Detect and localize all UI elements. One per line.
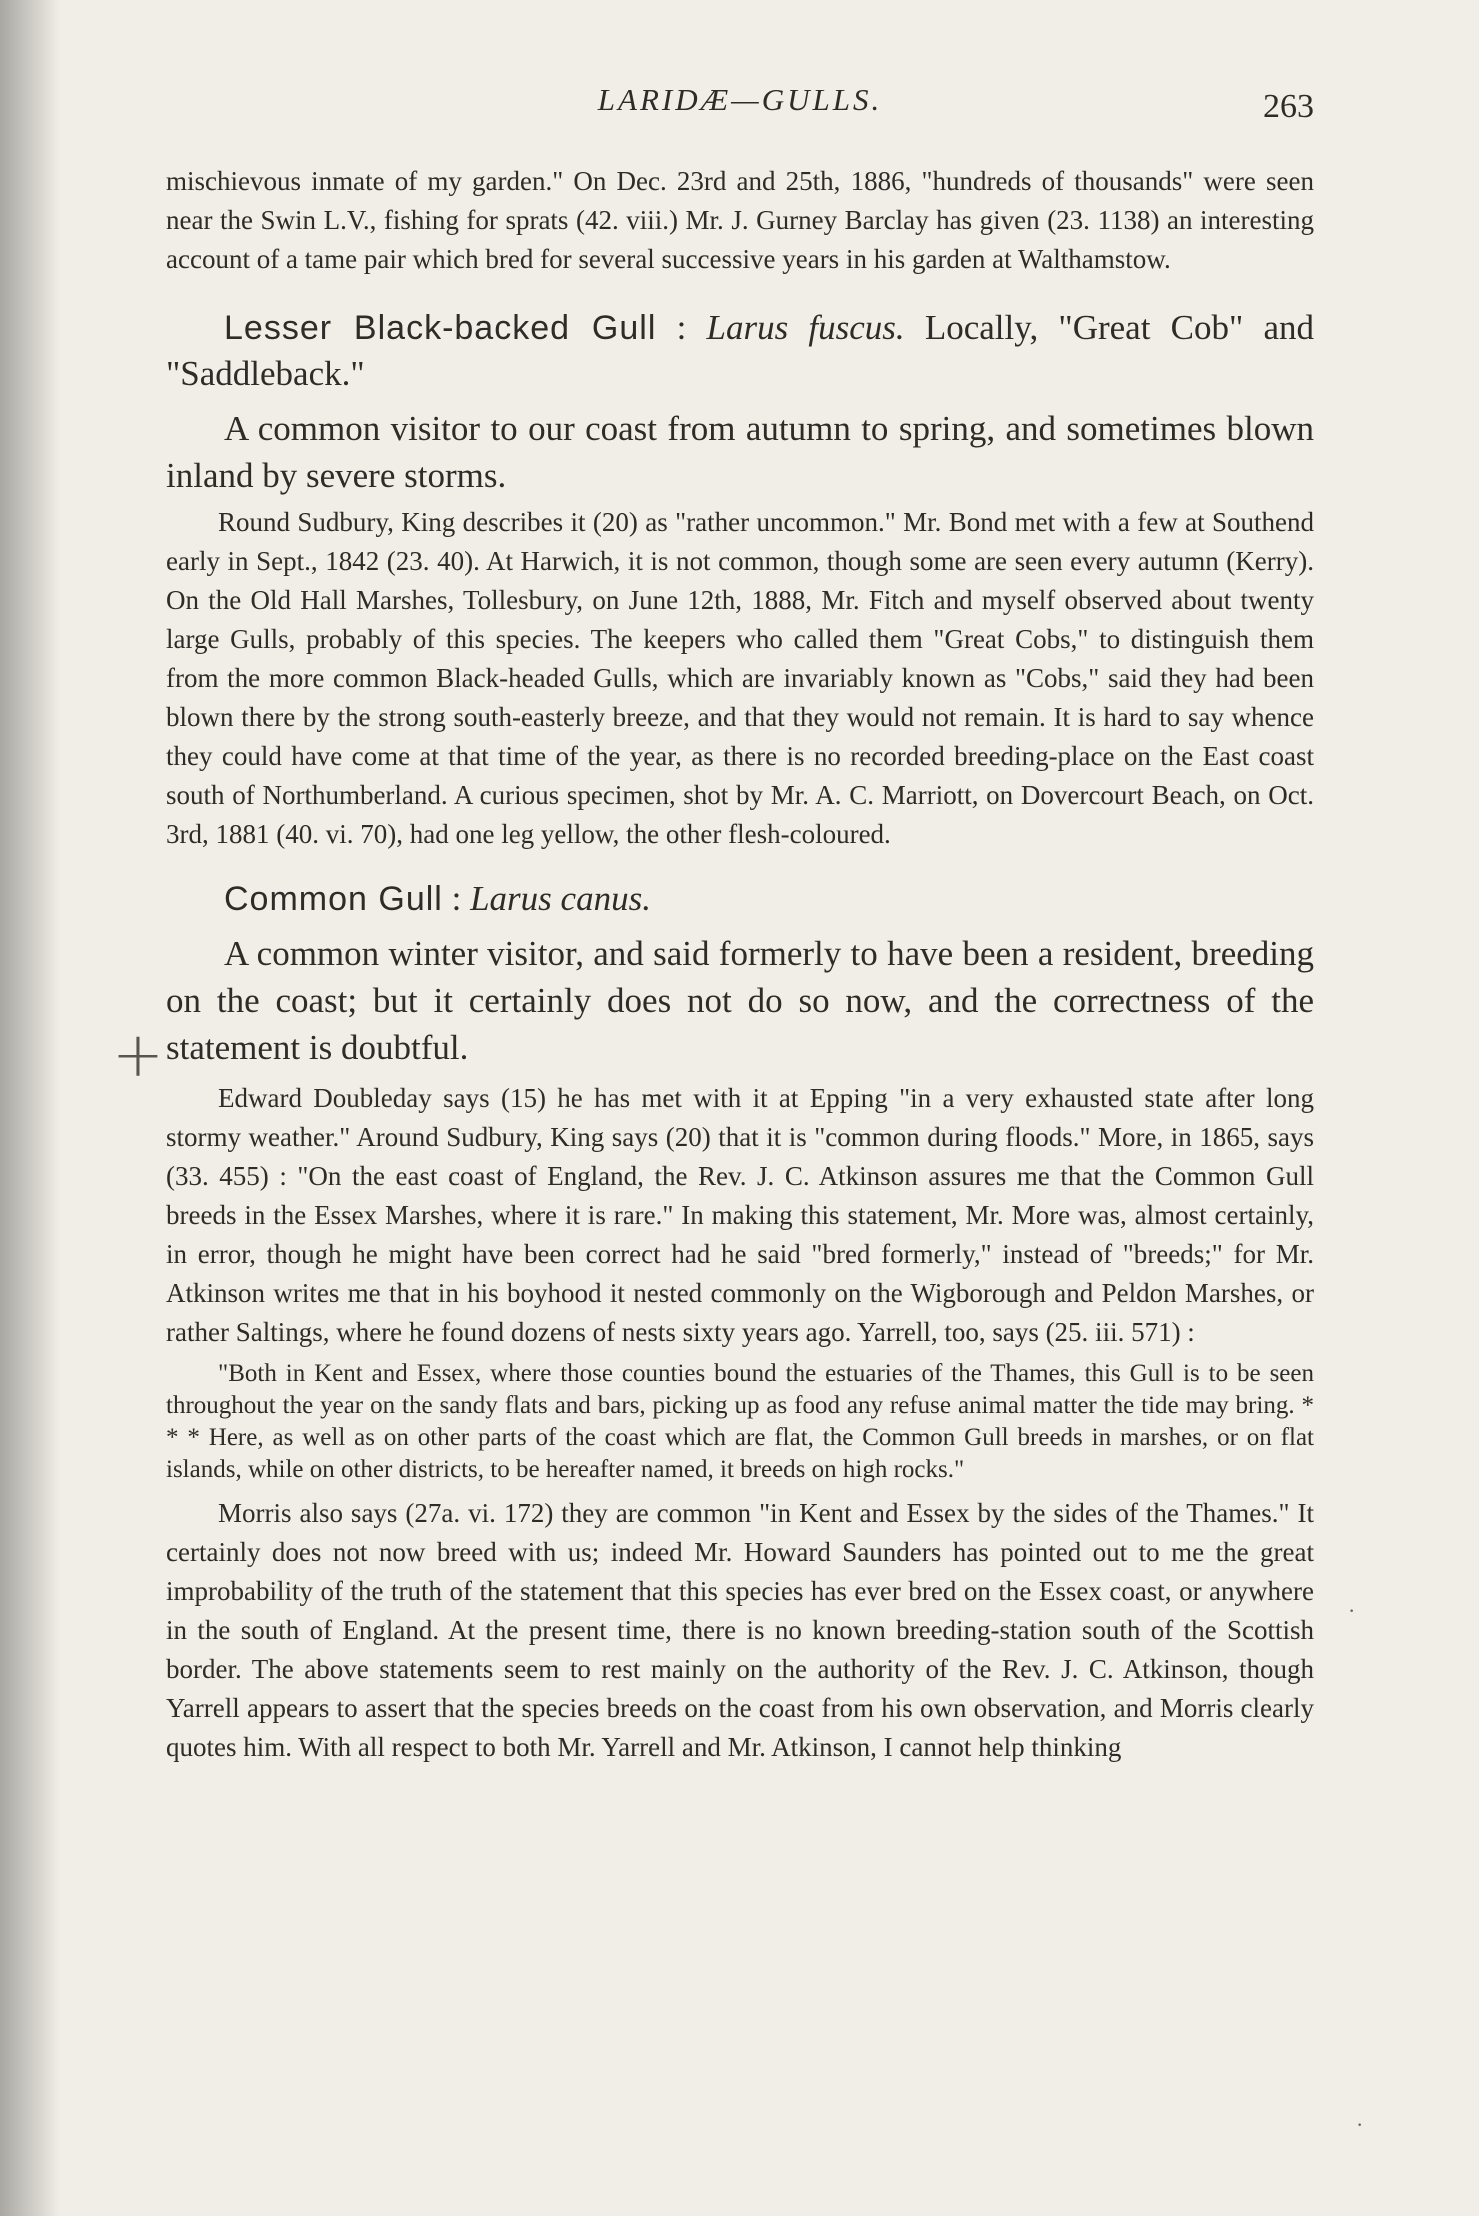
paragraph-common-body: Edward Doubleday says (15) he has met with it at Epping "in a very exhausted state after long stormy weather." Around Sudbury, King says (20) that it is "common during floods." More, in 1865, says (33. 455) : "On the east coast of England, the Rev. J. C. Atkinson assures me that the Common Gull breeds in the Essex Marshes, where it is rare." In making this statement, Mr. More was, almost certainly, in error, though he might have been correct had he said "bred formerly," instead of "breeds;" for Mr. Atkinson writes me that in his boyhood it nested commonly on the Wigborough and Peldon Marshes, or rather Saltings, where he found dozens of nests sixty years ago. Yarrell, too, says (25. iii. 571) :: [166, 1083, 1314, 1347]
margin-dot: ·: [1348, 1598, 1356, 1623]
paragraph-lesser-body: Round Sudbury, King describes it (20) as "rather uncommon." Mr. Bond met with a few at Southend early in Sept., 1842 (23. 40). At Harwich, it is not common, though some are seen every autumn (Kerry). On the Old Hall Marshes, Tollesbury, on June 12th, 1888, Mr. Fitch and myself observed about twenty large Gulls, probably of this species. The keepers who called them "Great Cobs," to distinguish them from the more common Black-headed Gulls, which are invariably known as "Cobs," said they had been blown there by the strong south-easterly breeze, and that they would not remain. It is hard to say whence they could have come at that time of the year, as there is no recorded breeding-place on the East coast south of Northumberland. A curious specimen, shot by Mr. A. C. Marriott, on Dovercourt Beach, on Oct. 3rd, 1881 (40. vi. 70), had one leg yellow, the other flesh-coloured.: [166, 507, 1314, 849]
page-header: [166, 82, 1314, 132]
book-spine-shadow: [0, 0, 60, 2216]
block-quote-yarrell: "Both in Kent and Essex, where those counties bound the estuaries of the Thames, this Gull is to be seen throughout the year on the sandy flats and bars, picking up as food any refuse animal matter the tide may bring. * * * Here, as well as on other parts of the coast which are flat, the Common Gull breeds in marshes, or on flat islands, while on other districts, to be hereafter named, it breeds on high rocks.": [166, 1360, 1314, 1483]
running-head: LARIDÆ—GULLS.: [597, 82, 883, 117]
local-names: Locally, "Great Cob" and "Saddleback.": [166, 308, 1314, 393]
species-name: Lesser Black-backed Gull: [224, 309, 657, 347]
margin-dot: ·: [1356, 2112, 1364, 2137]
species-summary-lesser: A common visitor to our coast from autumn to spring, and sometimes blown inland by severe storms.: [166, 409, 1314, 495]
paragraph-morris: Morris also says (27a. vi. 172) they are common "in Kent and Essex by the sides of the Thames." It certainly does not now breed with us; indeed Mr. Howard Saunders has pointed out to me the great improbability of the truth of the statement that this species has ever bred on the Essex coast, or anywhere in the south of England. At the present time, there is no known breeding-station south of the Scottish border. The above statements seem to rest mainly on the authority of the Rev. J. C. Atkinson, though Yarrell appears to assert that the species breeds on the coast from his own observation, and Morris clearly quotes him. With all respect to both Mr. Yarrell and Mr. Atkinson, I cannot help thinking: [166, 1498, 1314, 1762]
species-heading-lesser-black-backed-gull: [166, 305, 1314, 397]
latin-name: Larus canus.: [470, 879, 651, 918]
species-name: Common Gull: [224, 880, 443, 918]
latin-name: Larus fuscus.: [706, 308, 905, 347]
paragraph-intro: mischievous inmate of my garden." On Dec. 23rd and 25th, 1886, "hundreds of thousands" were seen near the Swin L.V., fishing for sprats (42. viii.) Mr. J. Gurney Barclay has given (23. 1138) an interesting account of a tame pair which bred for several successive years in his garden at Walthamstow.: [166, 166, 1314, 274]
margin-cross-mark: +: [112, 1018, 164, 1091]
species-heading-common-gull: [166, 876, 1314, 922]
page-body: [166, 162, 1314, 1767]
species-summary-common: A common winter visitor, and said formerly to have been a resident, breeding on the coast; but it certainly does not do so now, and the correctness of the statement is doubtful.: [166, 934, 1314, 1067]
page-number: 263: [1263, 88, 1314, 125]
book-page: [166, 0, 1314, 2216]
heading-separator: :: [656, 308, 707, 347]
heading-separator: :: [442, 879, 471, 918]
